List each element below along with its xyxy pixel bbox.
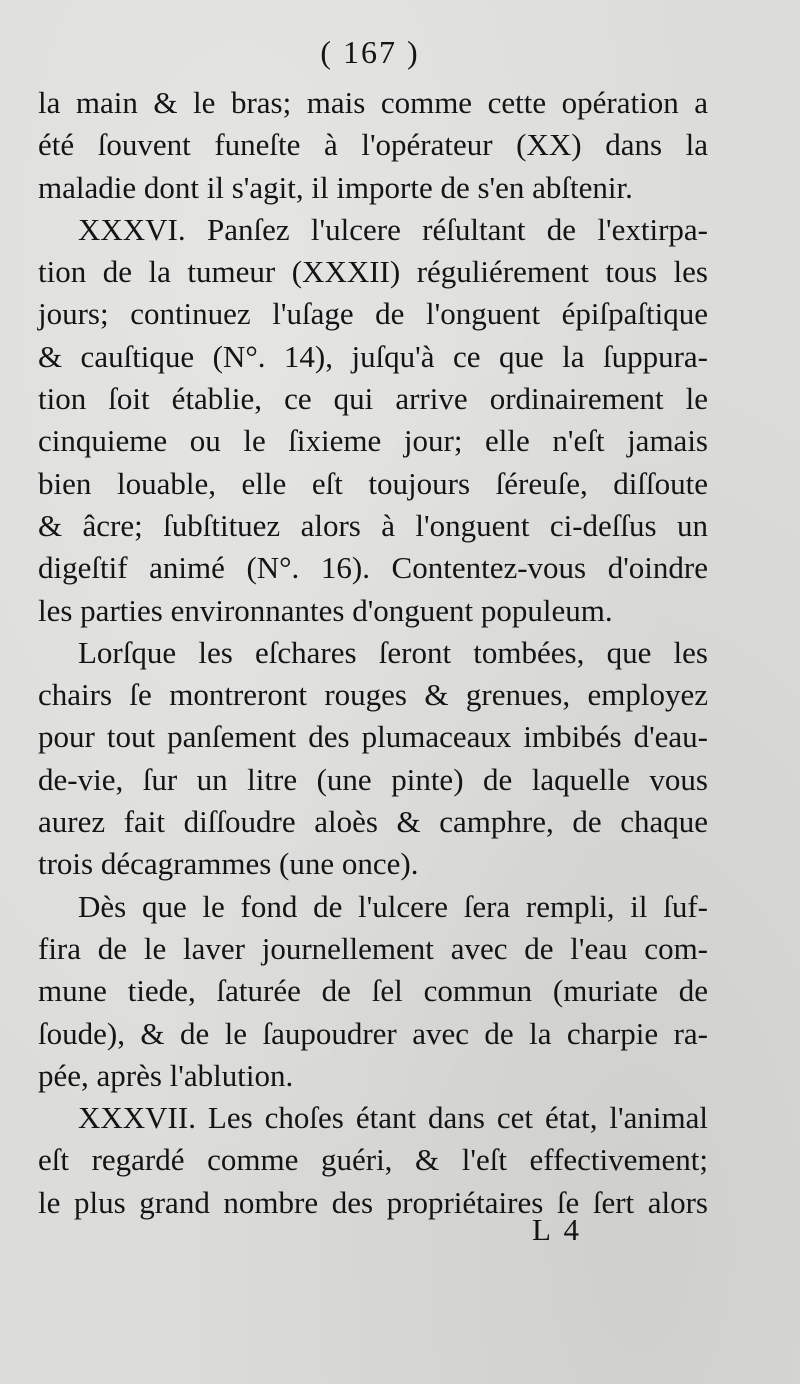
text-line: pour tout panſement des plumaceaux imbibés d'eau- — [38, 719, 708, 755]
text-line: Dès que le fond de l'ulcere ſera rempli, il ſuf- — [78, 888, 708, 924]
text-line: digeſtif animé (N°. 16). Contentez-vous d'oindre — [38, 550, 708, 586]
text-line: ſoude), & de le ſaupoudrer avec de la charpie ra- — [38, 1015, 708, 1051]
text-line: Lorſque les eſchares ſeront tombées, que les — [78, 634, 708, 670]
text-line: cinquieme ou le ſixieme jour; elle n'eſt jamais — [38, 423, 708, 459]
text-line: & cauſtique (N°. 14), juſqu'à ce que la ſuppura- — [38, 338, 708, 374]
text-line: la main & le bras; mais comme cette opération a — [38, 85, 708, 120]
text-line: le plus grand nombre des propriétaires ſe ſert alors — [38, 1184, 708, 1220]
text-line: eſt regardé comme guéri, & l'eſt effectivement; — [38, 1142, 708, 1178]
text-line: XXXVII. Les choſes étant dans cet état, l'animal — [78, 1100, 708, 1136]
text-line: trois décagrammes (une once). — [38, 846, 419, 882]
text-line: XXXVI. Panſez l'ulcere réſultant de l'extirpa- — [78, 211, 708, 247]
text-line: fira de le laver journellement avec de l'eau com- — [38, 930, 708, 966]
text-line: tion ſoit établie, ce qui arrive ordinairement le — [38, 381, 708, 417]
text-line: de-vie, ſur un litre (une pinte) de laquelle vous — [38, 761, 708, 797]
text-line: les parties environnantes d'onguent populeum. — [38, 592, 613, 628]
text-line: jours; continuez l'uſage de l'onguent épiſpaſtique — [38, 296, 708, 332]
text-line: chairs ſe montreront rouges & grenues, employez — [38, 677, 708, 713]
text-line: aurez fait diſſoudre aloès & camphre, de chaque — [38, 804, 708, 840]
text-line: tion de la tumeur (XXXII) réguliérement tous les — [38, 254, 708, 290]
text-line: été ſouvent funeſte à l'opérateur (XX) dans la — [38, 127, 708, 163]
body-text — [38, 82, 708, 1224]
text-line: mune tiede, ſaturée de ſel commun (muriate de — [38, 973, 708, 1009]
text-line: maladie dont il s'agit, il importe de s'en abſtenir. — [38, 169, 633, 205]
text-line: & âcre; ſubſtituez alors à l'onguent ci-deſſus un — [38, 507, 708, 543]
signature-mark: L 4 — [532, 1212, 583, 1247]
page-number: ( 167 ) — [320, 34, 420, 70]
text-line: bien louable, elle eſt toujours ſéreuſe, diſſoute — [38, 465, 708, 501]
text-line: pée, après l'ablution. — [38, 1057, 294, 1093]
